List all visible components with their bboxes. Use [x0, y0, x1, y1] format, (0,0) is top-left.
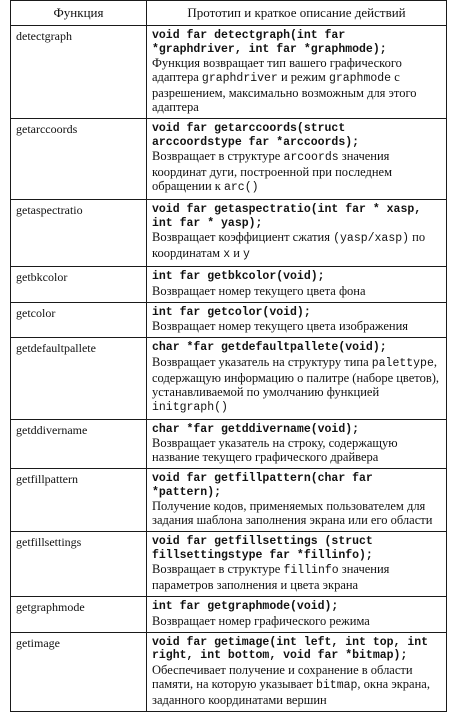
function-prototype: char *far getddivername(void);	[152, 422, 360, 436]
table-row	[11, 419, 447, 469]
function-description	[152, 230, 441, 262]
function-prototype: char *far getdefaultpallete(void);	[152, 341, 387, 354]
code-term: arc()	[223, 181, 259, 194]
table-row	[11, 632, 447, 711]
function-description	[152, 56, 441, 114]
function-description-cell	[147, 469, 447, 532]
function-prototype: void far getfillpattern(char far *pattern);	[152, 472, 373, 499]
table-row	[11, 119, 447, 200]
table-row	[11, 302, 447, 338]
function-description	[152, 355, 441, 415]
function-description	[152, 149, 441, 195]
function-name: getgraphmode	[11, 597, 147, 633]
function-prototype: int far getgraphmode(void);	[152, 600, 339, 613]
function-description-cell	[147, 26, 447, 119]
function-name: detectgraph	[11, 26, 147, 119]
table-row	[11, 26, 447, 119]
function-name: getarccoords	[11, 119, 147, 200]
function-prototype: void far getimage(int left, int top, int right, int bottom, void far *bitmap);	[152, 635, 429, 662]
code-term: y	[243, 248, 250, 261]
function-prototype: int far getbkcolor(void);	[152, 270, 325, 283]
function-name: getdefaultpallete	[11, 338, 147, 420]
function-description	[152, 663, 441, 707]
function-description-cell	[147, 302, 447, 338]
function-name: getbkcolor	[11, 267, 147, 303]
function-name: getaspectratio	[11, 200, 147, 267]
function-prototype: void far detectgraph(int far *graphdriver, int far *graphmode);	[152, 29, 387, 56]
table-row	[11, 338, 447, 420]
description-text: Возвращает указатель на строку, содержащую название текущего графического драйвера	[152, 436, 398, 464]
code-term: x	[223, 248, 231, 261]
function-description-cell	[147, 338, 447, 420]
description-text: , содержащую информацию о палитре (наборе цветов), устанавливаемой по умолчанию функцией	[152, 354, 440, 399]
function-description-cell	[147, 632, 447, 711]
function-description	[152, 436, 441, 464]
function-prototype: void far getarccoords(struct arccoordstype far *arccoords);	[152, 122, 360, 149]
table-row	[11, 200, 447, 267]
description-text: Возвращает в структуре	[152, 562, 284, 576]
description-text: Возвращает коэффициент сжатия	[152, 230, 334, 244]
description-text: Функция возвращает тип вашего графического адаптера	[152, 56, 402, 84]
function-prototype: void far getaspectratio(int far * xasp, int far * yasp);	[152, 203, 422, 230]
function-name: getfillpattern	[11, 469, 147, 532]
code-term: graphdriver	[201, 72, 278, 85]
code-term: palettype	[371, 356, 434, 370]
function-description-cell	[147, 119, 447, 200]
description-text: Возвращает в структуре	[152, 149, 284, 163]
function-name: getcolor	[11, 302, 147, 338]
function-description	[152, 562, 441, 592]
table-body	[11, 26, 447, 712]
function-description	[152, 319, 441, 333]
function-description-cell	[147, 200, 447, 267]
table-row	[11, 597, 447, 633]
function-name: getfillsettings	[11, 532, 147, 597]
description-text: по координатам	[152, 230, 426, 260]
description-text: Получение кодов, применяемых пользователем для задания шаблона заполнения экрана или его области	[152, 499, 433, 527]
function-prototype: void far getfillsettings (struct fillsettingstype far *fillinfo);	[152, 535, 373, 562]
function-description-cell	[147, 419, 447, 469]
description-text: Обеспечивает получение и сохранение в области памяти, на которую указывает	[152, 662, 413, 691]
table-row	[11, 532, 447, 597]
function-prototype: int far getcolor(void);	[152, 305, 311, 319]
description-text: Возвращает номер текущего цвета фона	[152, 283, 366, 298]
code-term: arcoords	[283, 151, 339, 164]
code-term: fillinfo	[283, 564, 339, 577]
document-page	[10, 0, 450, 707]
function-name: getimage	[11, 632, 147, 711]
code-term: graphmode	[328, 72, 392, 85]
function-description-cell	[147, 267, 447, 303]
function-description	[152, 614, 441, 628]
code-term: initgraph()	[152, 400, 228, 414]
table-row	[11, 267, 447, 303]
function-description-cell	[147, 597, 447, 633]
function-reference-table	[10, 0, 447, 712]
description-text: Возвращает номер графического режима	[152, 613, 370, 628]
header-prototype: Прототип и краткое описание действий	[147, 1, 447, 26]
function-name: getddivername	[11, 419, 147, 469]
description-text: значения параметров заполнения и цвета экрана	[152, 562, 390, 592]
description-text: Возвращает номер текущего цвета изображения	[152, 319, 409, 333]
description-text: Возвращает указатель на структуру типа	[152, 354, 372, 369]
description-text: и	[230, 246, 244, 260]
header-function: Функция	[11, 1, 147, 26]
function-description-cell	[147, 532, 447, 597]
function-description	[152, 284, 441, 298]
table-row	[11, 469, 447, 532]
function-description	[152, 499, 441, 527]
table-header-row	[11, 1, 447, 26]
code-term: (yasp/xasp)	[333, 232, 410, 245]
description-text: с разрешением, максимально возможным для этого адаптера	[152, 70, 417, 114]
description-text: значения координат дуги, построенной при последнем обращении к	[152, 149, 392, 193]
code-term: bitmap	[315, 678, 358, 692]
description-text: , окна экрана, заданного координатами вершин	[152, 676, 430, 707]
description-text: и режим	[277, 70, 329, 84]
